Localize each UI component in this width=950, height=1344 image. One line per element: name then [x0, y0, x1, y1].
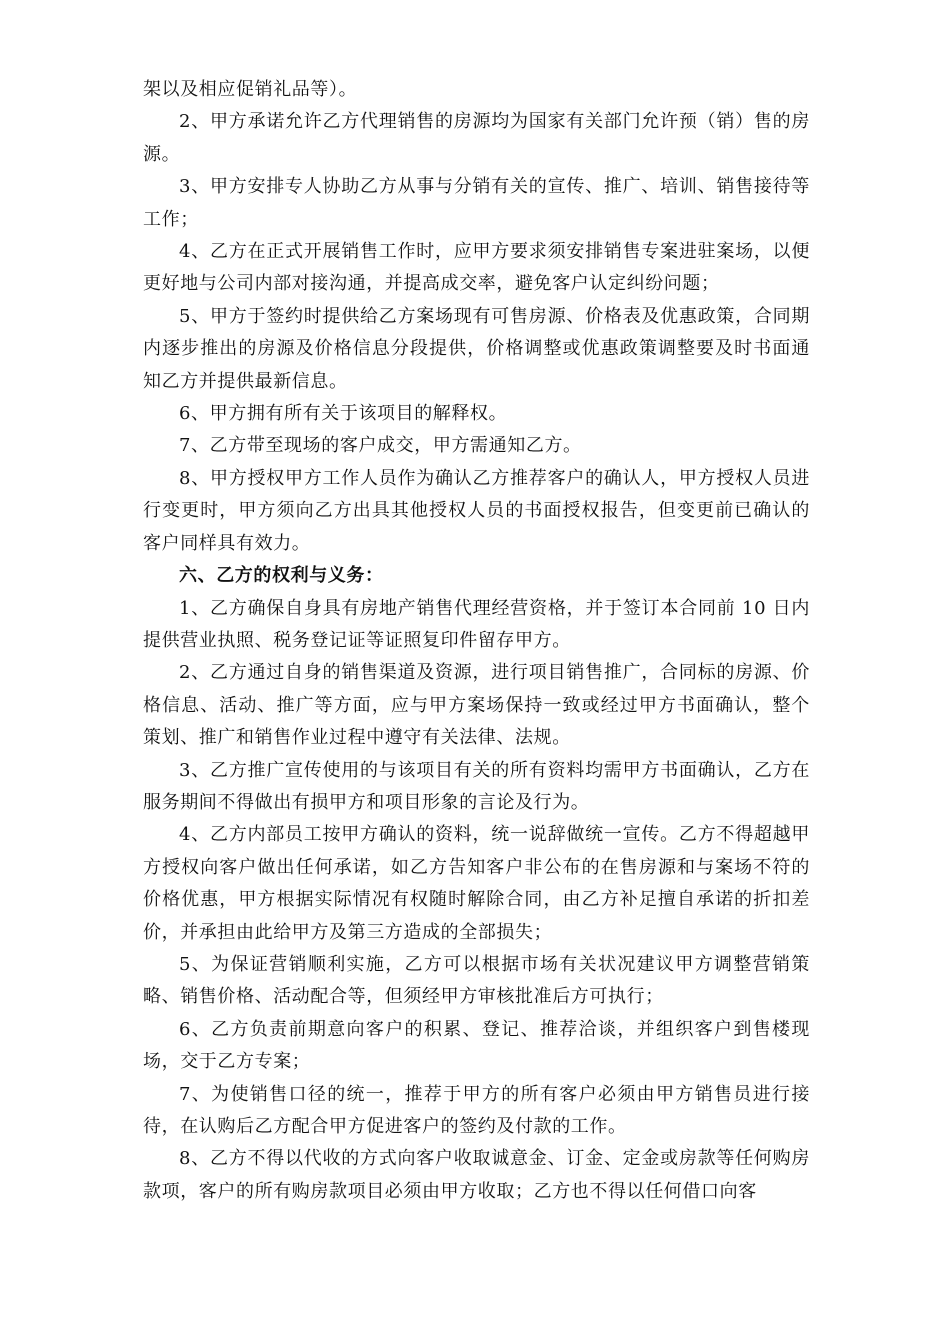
paragraph: 6、甲方拥有所有关于该项目的解释权。 [179, 403, 508, 425]
paragraph: 1、乙方确保自身具有房地产销售代理经营资格，并于签订本合同前 10 日内提供营业执照、税务登记证等证照复印件留存甲方。 [143, 597, 810, 651]
paragraph: 7、为使销售口径的统一，推荐于甲方的所有客户必须由甲方销售员进行接待，在认购后乙方配合甲方促进客户的签约及付款的工作。 [143, 1083, 810, 1137]
paragraph: 5、甲方于签约时提供给乙方案场现有可售房源、价格表及优惠政策，合同期内逐步推出的房源及价格信息分段提供，价格调整或优惠政策调整要及时书面通知乙方并提供最新信息。 [143, 305, 810, 392]
paragraph: 8、乙方不得以代收的方式向客户收取诚意金、订金、定金或房款等任何购房款项，客户的所有购房款项目必须由甲方收取；乙方也不得以任何借口向客 [143, 1148, 810, 1202]
paragraph: 8、甲方授权甲方工作人员作为确认乙方推荐客户的确认人，甲方授权人员进行变更时，甲方须向乙方出具其他授权人员的书面授权报告，但变更前已确认的客户同样具有效力。 [143, 467, 810, 554]
paragraph: 2、乙方通过自身的销售渠道及资源，进行项目销售推广，合同标的房源、价格信息、活动、推广等方面，应与甲方案场保持一致或经过甲方书面确认，整个策划、推广和销售作业过程中遵守有关法律、法规。 [143, 662, 810, 749]
paragraph: 6、乙方负责前期意向客户的积累、登记、推荐洽谈，并组织客户到售楼现场，交于乙方专案； [143, 1018, 810, 1073]
paragraph: 5、为保证营销顺利实施，乙方可以根据市场有关状况建议甲方调整营销策略、销售价格、活动配合等，但须经甲方审核批准后方可执行； [143, 953, 810, 1008]
section-heading: 六、乙方的权利与义务： [179, 565, 384, 587]
paragraph: 7、乙方带至现场的客户成交，甲方需通知乙方。 [179, 435, 582, 457]
paragraph: 4、乙方内部员工按甲方确认的资料，统一说辞做统一宣传。乙方不得超越甲方授权向客户做出任何承诺，如乙方告知客户非公布的在售房源和与案场不符的价格优惠，甲方根据实际情况有权随时解除合同，由乙方补足擅自承诺的折扣差价，并承担由此给甲方及第三方造成的全部损失； [143, 824, 810, 943]
paragraph: 4、乙方在正式开展销售工作时，应甲方要求须安排销售专案进驻案场，以便更好地与公司内部对接沟通，并提高成交率，避免客户认定纠纷问题； [143, 241, 810, 295]
paragraph: 3、甲方安排专人协助乙方从事与分销有关的宣传、推广、培训、销售接待等工作； [143, 176, 810, 230]
document-body [143, 74, 810, 1208]
paragraph: 2、甲方承诺允许乙方代理销售的房源均为国家有关部门允许预（销）售的房源。 [143, 111, 810, 165]
paragraph: 3、乙方推广宣传使用的与该项目有关的所有资料均需甲方书面确认，乙方在服务期间不得做出有损甲方和项目形象的言论及行为。 [143, 759, 810, 813]
paragraph-continuation: 架以及相应促销礼品等）。 [143, 79, 358, 100]
